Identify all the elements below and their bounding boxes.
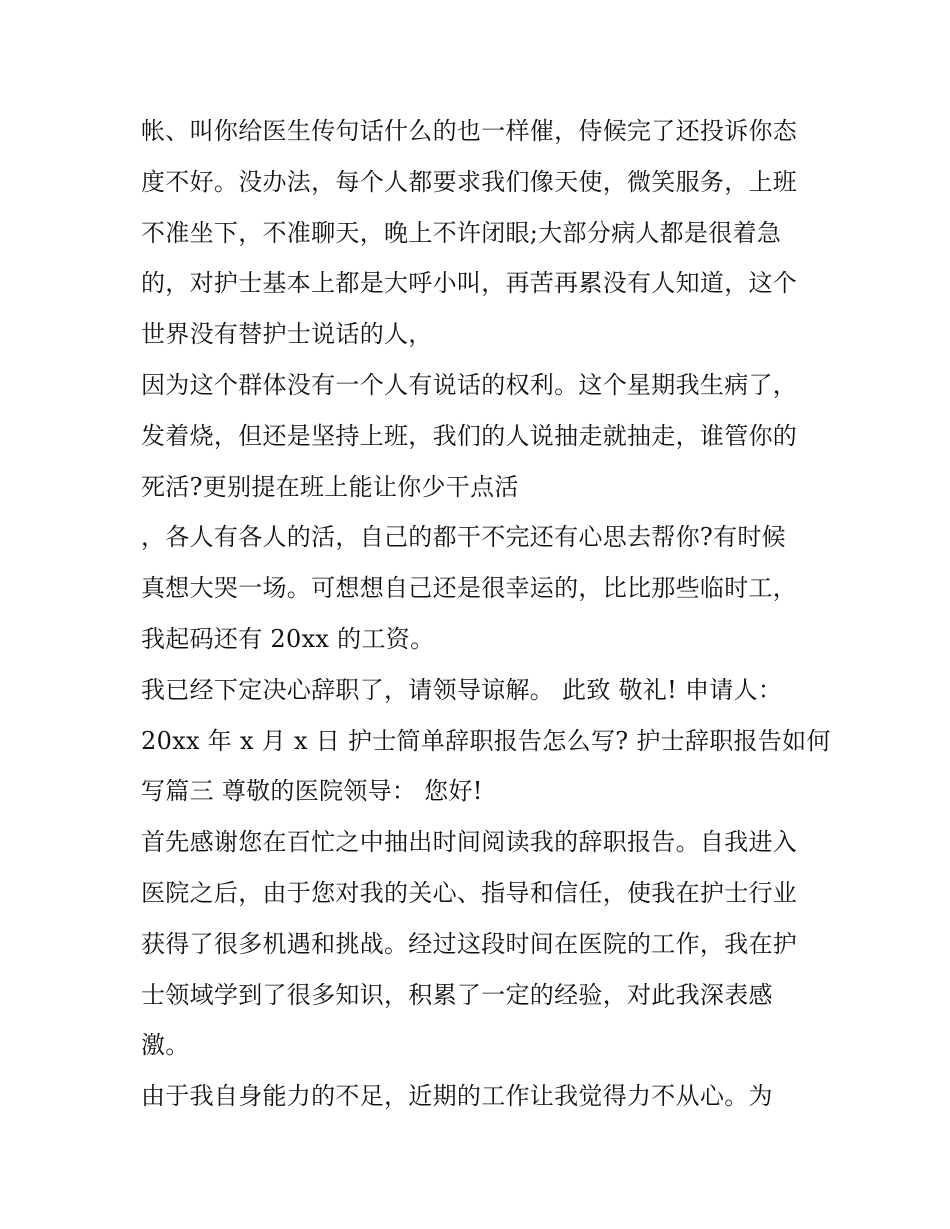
text-line: 我起码还有 20xx 的工资。 (141, 624, 435, 653)
text-line: 我已经下定决心辞职了，请领导谅解。 此致 敬礼! 申请人： (141, 675, 783, 704)
text-line: 的，对护士基本上都是大呼小叫，再苦再累没有人知道，这个 (141, 269, 798, 298)
text-line: 首先感谢您在百忙之中抽出时间阅读我的辞职报告。自我进入 (141, 828, 798, 857)
text-line: 写篇三 尊敬的医院领导： 您好! (141, 777, 483, 806)
text-line: 真想大哭一场。可想想自己还是很幸运的，比比那些临时工， (141, 574, 798, 603)
text-line: 帐、叫你给医生传句话什么的也一样催，侍候完了还投诉你态 (141, 117, 798, 145)
text-line: 世界没有替护士说话的人， (141, 320, 433, 349)
text-line: 由于我自身能力的不足，近期的工作让我觉得力不从心。为 (141, 1082, 773, 1111)
body-text (141, 106, 831, 1122)
text-line: 因为这个群体没有一个人有说话的权利。这个星期我生病了， (141, 370, 798, 399)
text-line: 发着烧，但还是坚持上班，我们的人说抽走就抽走，谁管你的 (141, 421, 798, 450)
text-line: 20xx 年 x 月 x 日 护士简单辞职报告怎么写? 护士辞职报告如何 (141, 726, 831, 755)
text-line: 士领域学到了很多知识，积累了一定的经验，对此我深表感 (141, 980, 773, 1009)
text-line: 度不好。没办法，每个人都要求我们像天使，微笑服务，上班 (141, 167, 798, 196)
text-line: 死活?更别提在班上能让你少干点活 (141, 472, 519, 501)
text-line: 获得了很多机遇和挑战。经过这段时间在医院的工作，我在护 (141, 929, 798, 958)
text-line: 激。 (141, 1031, 190, 1060)
text-line: 医院之后，由于您对我的关心、指导和信任，使我在护士行业 (141, 878, 798, 907)
text-line: 不准坐下，不准聊天，晚上不许闭眼;大部分病人都是很着急 (141, 218, 782, 247)
text-line: ，各人有各人的活，自己的都干不完还有心思去帮你?有时候 (141, 523, 786, 552)
